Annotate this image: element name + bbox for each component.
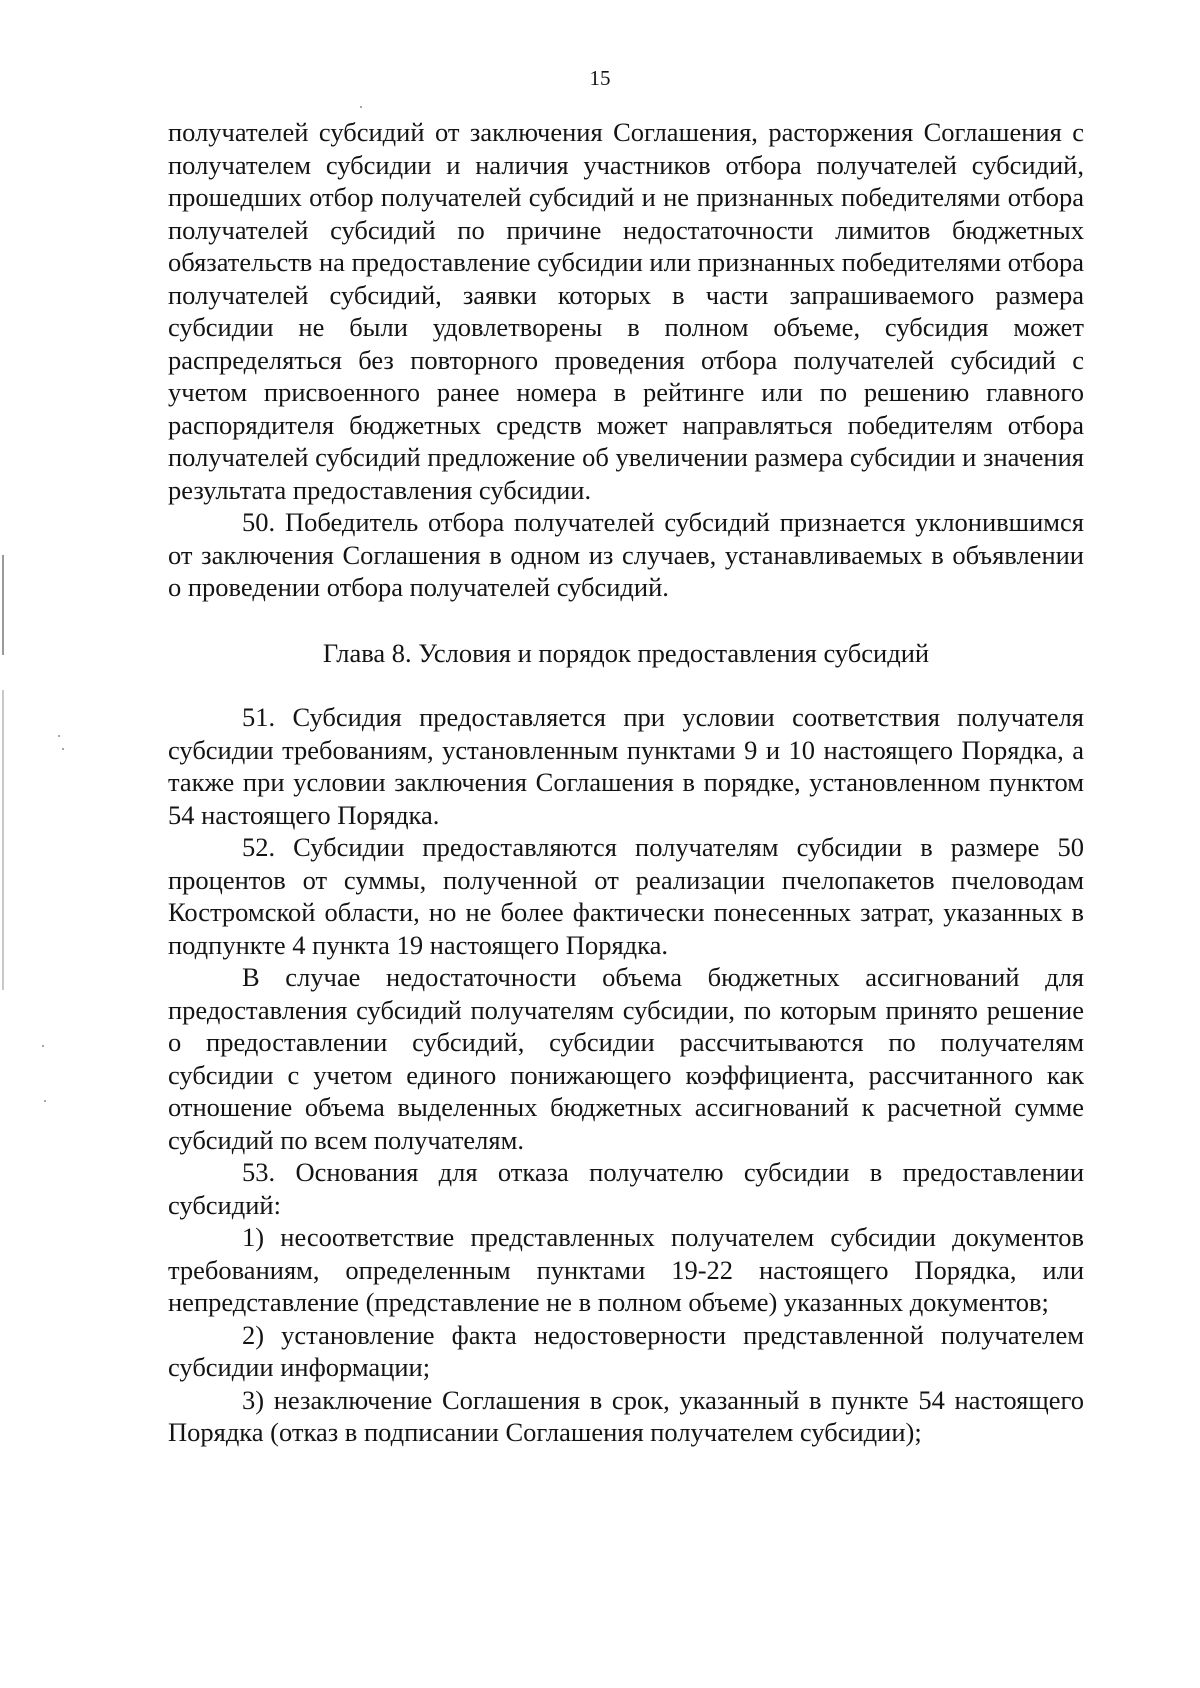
page-number: 15 — [589, 66, 611, 90]
scan-speck — [62, 748, 64, 750]
chapter-heading: Глава 8. Условия и порядок предоставления субсидий — [322, 637, 930, 668]
paragraph-continuation: получателей субсидий от заключения Соглашения, расторжения Соглашения с получателем субсидии и наличия участников отбора получателей субсидий, прошедших отбор получателей субсидий и не признанных победителями отбора получателей субсидий по причине недостаточности лимитов бюджетных обязательств на предоставление субсидии или признанных победителями отбора получателей субсидий, заявки которых в части запрашиваемого размера субсидии не были удовлетворены в полном объеме, субсидия может распределяться без повторного проведения отбора получателей субсидий с учетом присвоенного ранее номера в рейтинге или по решению главного распорядителя бюджетных средств может направляться победителям отбора получателей субсидий предложение об увеличении размера субсидии и значения результата предоставления субсидии. — [168, 117, 1084, 505]
scan-edge-mark — [2, 555, 4, 655]
paragraph-coefficient: В случае недостаточности объема бюджетных ассигнований для предоставления субсидий получателям субсидии, по которым принято решение о предоставлении субсидий, субсидии рассчитываются по получателям субсидии с учетом единого понижающего коэффициента, рассчитанного как отношение объема выделенных бюджетных ассигнований к расчетной сумме субсидий по всем получателям. — [168, 962, 1084, 1155]
scan-speck — [58, 735, 60, 737]
scan-edge-mark — [2, 690, 4, 990]
paragraph-item-51: 51. Субсидия предоставляется при условии соответствия получателя субсидии требованиям, установленным пунктами 9 и 10 настоящего Порядка, а также при условии заключения Соглашения в порядке, установленном пунктом 54 настоящего Порядка. — [168, 702, 1084, 830]
scan-speck — [44, 1100, 46, 1102]
paragraph-item-53-2: 2) установление факта недостоверности представленной получателем субсидии информации; — [168, 1319, 1084, 1382]
paragraph-item-52: 52. Субсидии предоставляются получателям субсидии в размере 50 процентов от суммы, полученной от реализации пчелопакетов пчеловодам Костромской области, но не более фактически понесенных затрат, указанных в подпункте 4 пункта 19 настоящего Порядка. — [168, 832, 1084, 960]
paragraph-item-53-1: 1) несоответствие представленных получателем субсидии документов требованиям, определенным пунктами 19-22 настоящего Порядка, или непредставление (представление не в полном объеме) указанных документов; — [168, 1222, 1084, 1317]
paragraph-item-53: 53. Основания для отказа получателю субсидии в предоставлении субсидий: — [168, 1157, 1084, 1220]
paragraph-item-50: 50. Победитель отбора получателей субсидий признается уклонившимся от заключения Соглашения в одном из случаев, устанавливаемых в объявлении о проведении отбора получателей субсидий. — [168, 507, 1084, 602]
scan-speck — [360, 106, 362, 108]
scan-speck — [42, 1045, 44, 1047]
paragraph-item-53-3: 3) незаключение Соглашения в срок, указанный в пункте 54 настоящего Порядка (отказ в подписании Соглашения получателем субсидии); — [168, 1384, 1084, 1447]
document-body — [168, 116, 1084, 1449]
